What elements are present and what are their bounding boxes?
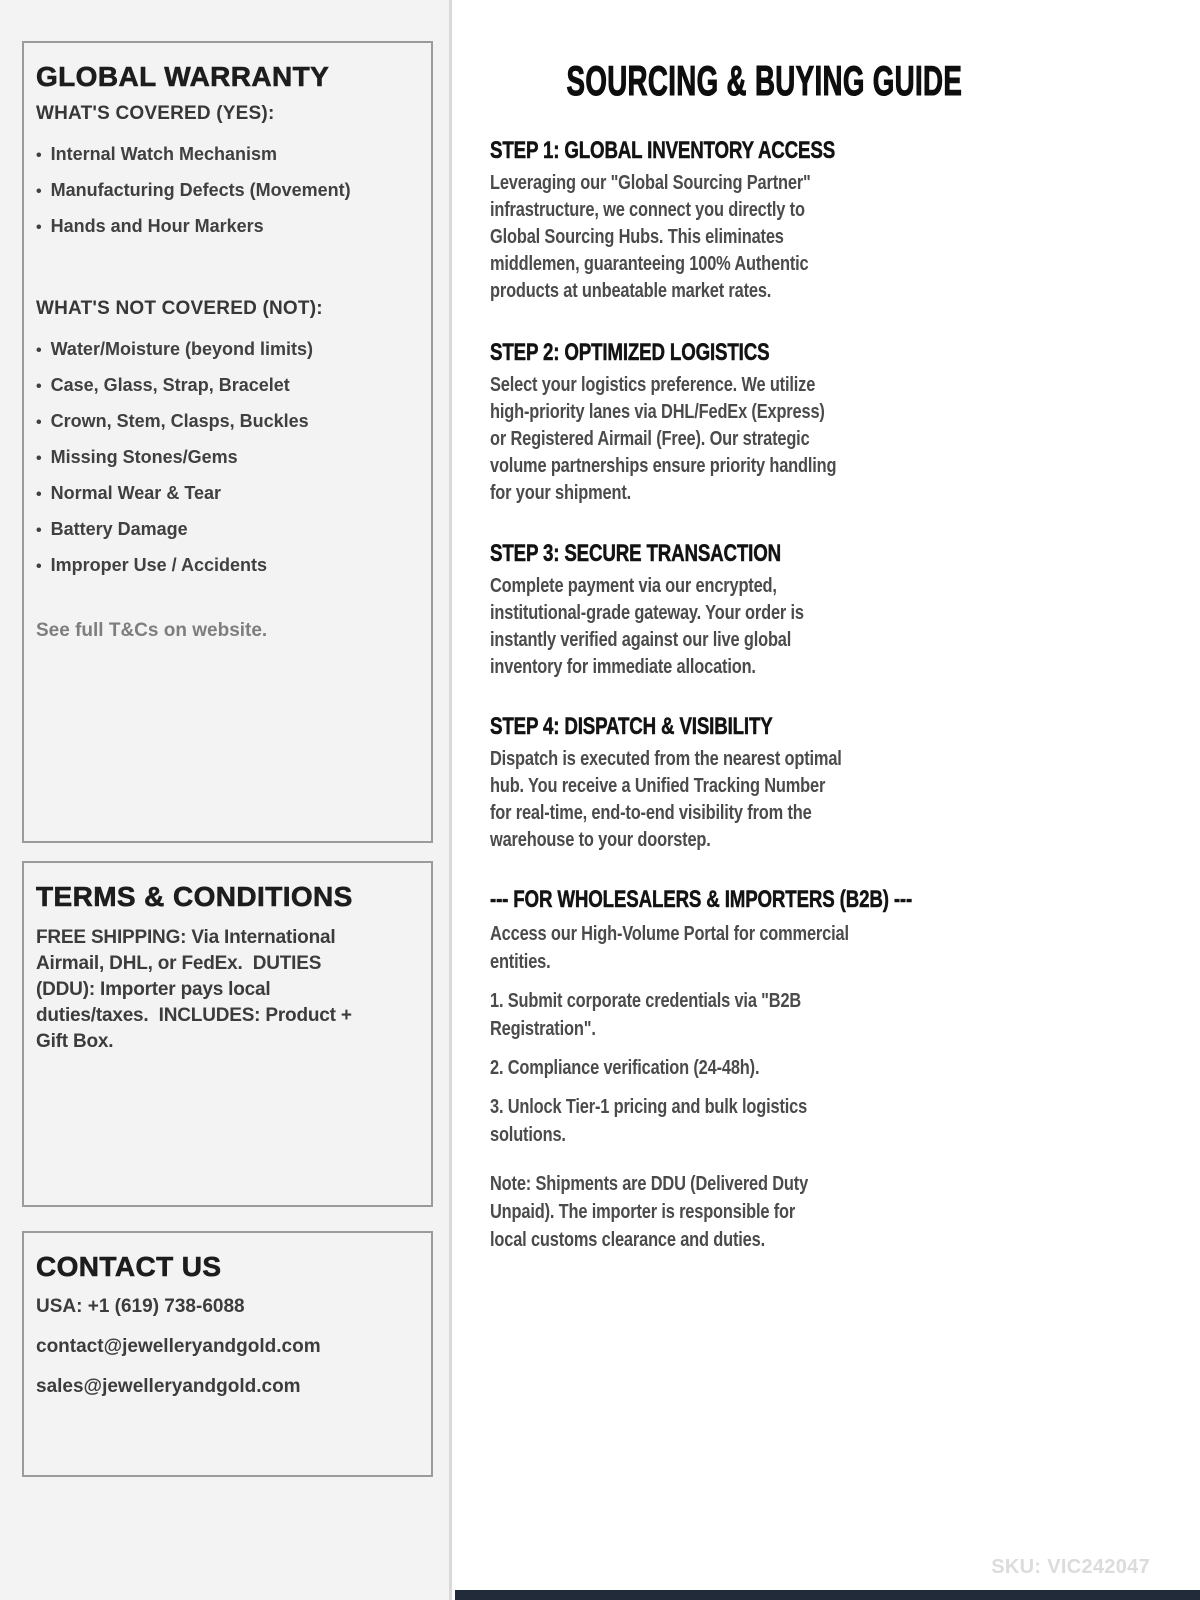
contact-title: CONTACT US: [36, 1251, 222, 1282]
terms-line: duties/taxes. INCLUDES: Product +: [36, 1005, 352, 1026]
body-line: Registration".: [490, 1018, 596, 1040]
step2-heading: STEP 2: OPTIMIZED LOGISTICS: [490, 339, 770, 366]
body-line: entities.: [490, 951, 551, 973]
body-line: instantly verified against our live global: [490, 629, 792, 651]
body-line: hub. You receive a Unified Tracking Number: [490, 775, 826, 797]
bullet-icon: •: [36, 450, 42, 467]
terms-title: TERMS & CONDITIONS: [36, 881, 353, 912]
body-line: inventory for immediate allocation.: [490, 656, 756, 678]
list-item: [36, 440, 419, 476]
bullet-icon: •: [36, 486, 42, 503]
body-line: Global Sourcing Hubs. This eliminates: [490, 226, 784, 248]
list-item-label: Case, Glass, Strap, Bracelet: [50, 375, 290, 395]
sku-label: SKU: VIC242047: [991, 1556, 1150, 1578]
list-item: [36, 548, 419, 584]
covered-heading: WHAT'S COVERED (YES):: [36, 103, 275, 124]
body-line: volume partnerships ensure priority handling: [490, 455, 837, 477]
body-line: Unpaid). The importer is responsible for: [490, 1201, 796, 1223]
bullet-icon: •: [36, 378, 42, 395]
list-item: [36, 209, 419, 245]
contact-list: [36, 1297, 419, 1397]
body-line: Leveraging our "Global Sourcing Partner": [490, 172, 811, 194]
body-line: for real-time, end-to-end visibility from the: [490, 802, 812, 824]
body-line: Access our High-Volume Portal for commercial: [490, 923, 849, 945]
list-item-label: Normal Wear & Tear: [50, 483, 222, 503]
terms-line: Airmail, DHL, or FedEx. DUTIES: [36, 953, 322, 974]
page-title: SOURCING & BUYING GUIDE: [566, 57, 963, 104]
body-line: Complete payment via our encrypted,: [490, 575, 777, 597]
step4-heading: STEP 4: DISPATCH & VISIBILITY: [490, 713, 773, 740]
body-line: warehouse to your doorstep.: [490, 829, 711, 851]
list-item-label: Crown, Stem, Clasps, Buckles: [50, 411, 309, 431]
warranty-title: GLOBAL WARRANTY: [36, 61, 330, 92]
not-covered-heading: WHAT'S NOT COVERED (NOT):: [36, 298, 323, 319]
bullet-icon: •: [36, 147, 42, 164]
bullet-icon: •: [36, 183, 42, 200]
list-item: [36, 476, 419, 512]
main-content: [490, 0, 963, 1254]
list-item-label: Improper Use / Accidents: [50, 555, 268, 575]
body-line: Note: Shipments are DDU (Delivered Duty: [490, 1173, 809, 1195]
b2b-step-3: [490, 1093, 940, 1149]
bullet-icon: •: [36, 414, 42, 431]
body-line: infrastructure, we connect you directly to: [490, 199, 805, 221]
b2b-intro: [490, 920, 940, 976]
not-covered-list: [36, 332, 419, 584]
list-item-label: Water/Moisture (beyond limits): [50, 339, 313, 359]
step3-heading: STEP 3: SECURE TRANSACTION: [490, 540, 782, 567]
body-line: middlemen, guaranteeing 100% Authentic: [490, 253, 809, 275]
body-line: 3. Unlock Tier-1 pricing and bulk logistics: [490, 1096, 808, 1118]
list-item: [36, 173, 419, 209]
warranty-footnote: See full T&Cs on website.: [36, 620, 268, 641]
footer-bar: [455, 1590, 1200, 1600]
list-item-label: Missing Stones/Gems: [50, 447, 238, 467]
contact-phone: USA: +1 (619) 738-6088: [36, 1296, 245, 1317]
list-item: [36, 404, 419, 440]
terms-line: (DDU): Importer pays local: [36, 979, 271, 1000]
list-item-label: Hands and Hour Markers: [50, 216, 264, 236]
body-line: products at unbeatable market rates.: [490, 280, 772, 302]
b2b-step-2: [490, 1054, 940, 1082]
global-warranty-box: [22, 41, 433, 843]
terms-box: [22, 861, 433, 1207]
step1-body: [490, 170, 940, 305]
step2-body: [490, 372, 940, 507]
sales-email: sales@jewelleryandgold.com: [36, 1376, 301, 1397]
list-item: [36, 368, 419, 404]
sidebar: [0, 0, 452, 1600]
b2b-step-1: [490, 987, 940, 1043]
bullet-icon: •: [36, 342, 42, 359]
body-line: institutional-grade gateway. Your order is: [490, 602, 804, 624]
contact-box: [22, 1231, 433, 1477]
terms-line: Gift Box.: [36, 1031, 114, 1052]
body-line: 1. Submit corporate credentials via "B2B: [490, 990, 802, 1012]
body-line: solutions.: [490, 1124, 566, 1146]
step4-body: [490, 746, 940, 854]
list-item-label: Internal Watch Mechanism: [50, 144, 277, 164]
body-line: Select your logistics preference. We utilize: [490, 374, 816, 396]
list-item: [36, 512, 419, 548]
step1-heading: STEP 1: GLOBAL INVENTORY ACCESS: [490, 137, 836, 164]
body-line: high-priority lanes via DHL/FedEx (Express): [490, 401, 825, 423]
b2b-heading: --- FOR WHOLESALERS & IMPORTERS (B2B) ---: [490, 886, 913, 913]
bullet-icon: •: [36, 522, 42, 539]
terms-body: [36, 925, 419, 1055]
contact-email: contact@jewelleryandgold.com: [36, 1336, 321, 1357]
list-item-label: Battery Damage: [50, 519, 188, 539]
terms-line: FREE SHIPPING: Via International: [36, 927, 336, 948]
body-line: or Registered Airmail (Free). Our strategic: [490, 428, 810, 450]
list-item: [36, 137, 419, 173]
bullet-icon: •: [36, 219, 42, 236]
list-item-label: Manufacturing Defects (Movement): [50, 180, 351, 200]
list-item: [36, 332, 419, 368]
step3-body: [490, 573, 940, 681]
bullet-icon: •: [36, 558, 42, 575]
body-line: 2. Compliance verification (24-48h).: [490, 1057, 760, 1079]
body-line: local customs clearance and duties.: [490, 1229, 765, 1251]
ddu-note: [490, 1170, 940, 1254]
body-line: Dispatch is executed from the nearest optimal: [490, 748, 842, 770]
covered-list: [36, 137, 419, 245]
body-line: for your shipment.: [490, 482, 632, 504]
